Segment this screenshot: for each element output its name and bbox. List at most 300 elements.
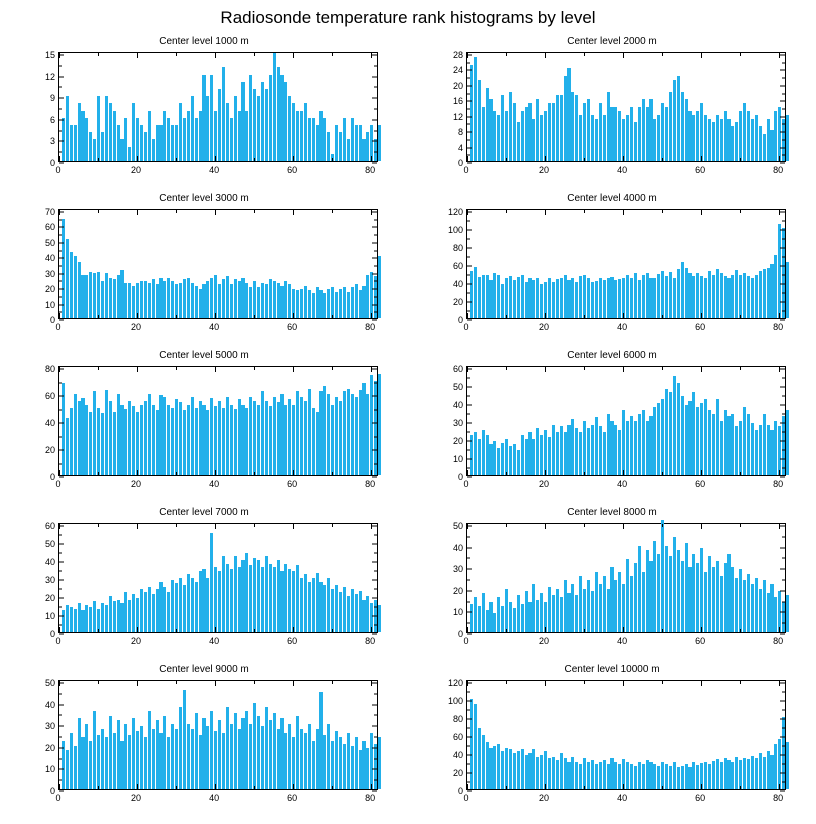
chart-subplot-title: Center level 2000 m	[567, 36, 657, 47]
x-axis-tick-mark	[137, 313, 138, 318]
y-axis-minor-tick	[374, 87, 377, 88]
y-axis-tick-label: 60	[44, 391, 55, 401]
bar	[661, 520, 664, 632]
bar	[587, 580, 590, 632]
y-axis-minor-tick	[467, 468, 470, 469]
bar	[778, 107, 781, 161]
bar	[257, 96, 260, 161]
bar	[478, 728, 481, 789]
y-axis-minor-tick	[782, 155, 785, 156]
bar	[167, 737, 170, 789]
bar	[128, 735, 131, 789]
y-axis-tick-mark	[780, 266, 785, 267]
bar	[712, 275, 715, 318]
x-axis-tick-mark	[701, 681, 702, 686]
y-axis-tick-label: 100	[447, 696, 463, 706]
x-axis-minor-tick	[176, 158, 177, 161]
y-axis-minor-tick	[782, 62, 785, 63]
bar	[579, 764, 582, 789]
bar	[478, 606, 481, 632]
x-axis-minor-tick	[584, 315, 585, 318]
plot-area	[447, 207, 786, 325]
bar	[720, 119, 723, 161]
bar	[567, 593, 570, 632]
bar	[669, 392, 672, 475]
chart-subplot-title: Center level 3000 m	[159, 193, 249, 204]
bar	[482, 275, 485, 318]
bar	[66, 239, 69, 318]
bar	[93, 273, 96, 318]
x-axis-tick-mark	[293, 53, 294, 58]
bar	[747, 759, 750, 789]
bar	[700, 103, 703, 161]
bar	[509, 276, 512, 318]
x-axis-minor-tick	[662, 524, 663, 527]
bar	[556, 589, 559, 632]
bar	[673, 537, 676, 632]
x-axis-tick-mark	[137, 470, 138, 475]
bar	[327, 578, 330, 632]
bar	[117, 125, 120, 161]
bar	[513, 280, 516, 318]
bar	[316, 412, 319, 475]
bar	[567, 68, 570, 161]
bar	[595, 417, 598, 475]
bar	[335, 125, 338, 161]
bar	[245, 408, 248, 476]
x-axis-tick-mark	[779, 681, 780, 686]
y-axis-tick-mark	[59, 726, 64, 727]
bar	[653, 541, 656, 632]
bar	[214, 567, 217, 632]
x-axis-tick-mark	[137, 367, 138, 372]
x-axis-tick-mark	[779, 210, 780, 215]
bar	[359, 390, 362, 475]
bar	[610, 758, 613, 789]
bar	[497, 115, 500, 161]
x-axis-tick-label: 40	[617, 165, 628, 175]
bar	[587, 428, 590, 475]
bar	[493, 111, 496, 161]
y-axis-tick-mark	[780, 248, 785, 249]
bar	[489, 748, 492, 789]
bar	[62, 118, 65, 161]
y-axis-tick-mark	[467, 405, 472, 406]
bar	[618, 572, 621, 632]
bar	[132, 103, 135, 161]
bar	[646, 421, 649, 475]
bar	[700, 276, 703, 318]
bar	[105, 390, 108, 475]
x-axis-minor-tick	[98, 158, 99, 161]
bar	[653, 407, 656, 475]
x-axis-tick-mark	[371, 367, 372, 372]
bar	[692, 392, 695, 475]
x-axis-tick-label: 40	[209, 322, 220, 332]
x-axis-tick-label: 20	[539, 165, 550, 175]
bar	[708, 556, 711, 632]
bar	[136, 118, 139, 161]
bar	[493, 746, 496, 789]
bar	[132, 718, 135, 789]
bar	[482, 735, 485, 789]
x-axis-tick-label: 0	[55, 793, 61, 803]
x-axis-tick-mark	[467, 681, 468, 686]
bar	[603, 280, 606, 318]
bar	[319, 290, 322, 318]
bar	[101, 413, 104, 475]
bar	[743, 580, 746, 632]
y-axis-tick-mark	[59, 119, 64, 120]
bar	[521, 435, 524, 475]
chart-panel	[408, 507, 816, 664]
y-axis-minor-tick	[374, 382, 377, 383]
x-axis-minor-tick	[662, 210, 663, 213]
x-axis-minor-tick	[584, 367, 585, 370]
bar	[517, 122, 520, 161]
bar	[634, 563, 637, 632]
y-axis-tick-label: 60	[452, 364, 463, 374]
bar-series	[59, 53, 377, 161]
bar	[156, 125, 159, 161]
x-axis-tick-mark	[293, 627, 294, 632]
bar	[351, 287, 354, 318]
bar	[767, 268, 770, 318]
bar	[536, 428, 539, 475]
x-axis-minor-tick	[740, 367, 741, 370]
bar	[724, 410, 727, 475]
bar	[183, 585, 186, 632]
y-axis-tick-label: 10	[452, 454, 463, 464]
bar	[536, 278, 539, 319]
bar-series	[59, 681, 377, 789]
y-axis-minor-tick	[782, 558, 785, 559]
bar	[261, 567, 264, 632]
bar	[587, 762, 590, 789]
y-axis-minor-tick	[782, 414, 785, 415]
y-axis-tick-mark	[372, 580, 377, 581]
bar	[261, 82, 264, 161]
bar	[747, 276, 750, 318]
bar	[755, 758, 758, 789]
x-axis-tick-label: 80	[365, 479, 376, 489]
bar	[712, 122, 715, 161]
bar	[583, 421, 586, 475]
bar	[642, 764, 645, 789]
bar	[696, 765, 699, 789]
x-axis-tick-mark	[371, 681, 372, 686]
x-axis-minor-tick	[584, 53, 585, 56]
bar	[296, 716, 299, 789]
bar	[199, 111, 202, 161]
bar	[630, 107, 633, 161]
bar	[183, 410, 186, 475]
bar	[378, 737, 381, 789]
bar	[323, 118, 326, 161]
bar	[731, 567, 734, 632]
bar	[277, 560, 280, 632]
y-axis-tick-mark	[372, 273, 377, 274]
y-axis-tick-mark	[467, 147, 472, 148]
bar	[288, 724, 291, 789]
bar	[751, 278, 754, 318]
y-axis-tick-label: 50	[44, 539, 55, 549]
x-axis-tick-mark	[545, 470, 546, 475]
bar	[525, 107, 528, 161]
bar	[774, 744, 777, 789]
bar	[786, 410, 789, 475]
y-axis-tick-mark	[780, 320, 785, 321]
y-axis-minor-tick	[374, 780, 377, 781]
bar	[210, 278, 213, 318]
bar	[199, 289, 202, 318]
x-axis-tick-label: 20	[131, 322, 142, 332]
plot-area	[44, 678, 378, 796]
bar	[692, 276, 695, 318]
y-axis-minor-tick	[782, 432, 785, 433]
bar-series	[467, 210, 785, 318]
bar	[269, 75, 272, 161]
bar	[782, 416, 785, 475]
y-axis-tick-mark	[372, 726, 377, 727]
bar	[614, 107, 617, 161]
bar	[296, 565, 299, 632]
x-axis-tick-mark	[215, 784, 216, 789]
bar	[304, 286, 307, 318]
bar	[571, 757, 574, 789]
bar	[265, 401, 268, 475]
bar	[638, 546, 641, 632]
x-axis-tick-mark	[545, 681, 546, 686]
y-axis-minor-tick	[782, 139, 785, 140]
bar	[210, 711, 213, 789]
x-axis-tick-mark	[545, 313, 546, 318]
bar	[89, 132, 92, 161]
bar	[105, 273, 108, 318]
y-axis-tick-label: 10	[452, 607, 463, 618]
bar	[704, 762, 707, 789]
bar	[359, 750, 362, 789]
bar	[93, 139, 96, 161]
chart-subplot-title: Center level 1000 m	[159, 36, 249, 47]
x-axis-minor-tick	[176, 472, 177, 475]
bar	[359, 591, 362, 632]
y-axis-tick-mark	[372, 477, 377, 478]
x-axis-minor-tick	[662, 629, 663, 632]
y-axis-minor-tick	[467, 728, 470, 729]
bar	[618, 430, 621, 475]
bar	[532, 439, 535, 475]
bar	[661, 103, 664, 161]
plot-area	[44, 207, 378, 325]
bar	[571, 584, 574, 632]
bar	[649, 416, 652, 475]
bar	[179, 103, 182, 161]
y-axis-tick-label: 60	[44, 521, 55, 531]
bar	[140, 281, 143, 318]
bar	[144, 132, 147, 161]
bar-series	[59, 367, 377, 475]
y-axis-minor-tick	[59, 296, 62, 297]
bar	[120, 270, 123, 318]
x-axis-tick-mark	[371, 524, 372, 529]
bar	[727, 278, 730, 319]
bar	[351, 394, 354, 475]
y-axis-tick-mark	[372, 242, 377, 243]
bar	[599, 584, 602, 632]
y-axis-tick-mark	[467, 70, 472, 71]
x-axis-tick-mark	[623, 784, 624, 789]
bar	[692, 115, 695, 161]
bar	[230, 405, 233, 475]
y-axis-tick-mark	[59, 580, 64, 581]
bar	[85, 118, 88, 161]
bar	[474, 432, 477, 475]
y-axis-tick-label: 20	[44, 284, 55, 295]
y-axis-minor-tick	[59, 625, 62, 626]
bar	[312, 293, 315, 318]
chart-panel	[408, 36, 816, 193]
bar	[93, 391, 96, 475]
y-axis-tick-mark	[780, 132, 785, 133]
x-axis-minor-tick	[662, 786, 663, 789]
bar	[74, 609, 77, 632]
bar	[136, 412, 139, 475]
bar	[743, 103, 746, 161]
bar	[124, 724, 127, 789]
y-axis-minor-tick	[467, 93, 470, 94]
bar	[724, 111, 727, 161]
bar	[171, 724, 174, 789]
bar	[312, 118, 315, 161]
bar	[724, 276, 727, 318]
y-axis-tick-label: 3	[49, 136, 55, 147]
x-axis-tick-mark	[215, 210, 216, 215]
x-axis-tick-label: 80	[773, 165, 784, 175]
chart-subplot-title: Center level 8000 m	[567, 507, 657, 518]
bar	[517, 751, 520, 789]
bar	[109, 103, 112, 161]
x-axis-tick-mark	[371, 784, 372, 789]
bar	[681, 766, 684, 789]
x-axis-minor-tick	[254, 315, 255, 318]
bar	[238, 729, 241, 789]
plot-area	[447, 678, 786, 796]
bar	[528, 278, 531, 318]
bar	[277, 283, 280, 318]
x-axis-tick-mark	[371, 470, 372, 475]
bar	[78, 103, 81, 161]
x-axis-minor-tick	[506, 629, 507, 632]
bar	[171, 125, 174, 161]
y-axis-minor-tick	[374, 281, 377, 282]
y-axis-minor-tick	[59, 281, 62, 282]
x-axis-tick-label: 20	[539, 479, 550, 489]
x-axis-tick-label: 80	[365, 322, 376, 332]
bar	[284, 564, 287, 632]
y-axis-minor-tick	[59, 553, 62, 554]
bar	[199, 401, 202, 475]
bar	[70, 408, 73, 476]
bar	[66, 750, 69, 789]
y-axis-tick-mark	[467, 441, 472, 442]
bar	[300, 289, 303, 318]
bar	[630, 278, 633, 319]
bar	[312, 578, 315, 632]
x-axis-tick-label: 60	[287, 793, 298, 803]
y-axis-minor-tick	[467, 623, 470, 624]
x-axis-tick-mark	[623, 313, 624, 318]
y-axis-tick-label: 70	[44, 207, 55, 217]
bar	[607, 764, 610, 789]
bar	[304, 574, 307, 632]
bar	[517, 595, 520, 632]
y-axis-tick-label: 60	[44, 222, 55, 233]
bar	[105, 96, 108, 161]
x-axis-tick-mark	[545, 367, 546, 372]
y-axis-minor-tick	[374, 130, 377, 131]
x-axis-minor-tick	[506, 158, 507, 161]
bar	[206, 410, 209, 475]
bar	[288, 284, 291, 318]
bar	[513, 103, 516, 161]
x-axis-tick-mark	[215, 470, 216, 475]
bar	[152, 405, 155, 475]
y-axis-minor-tick	[374, 571, 377, 572]
bar	[607, 414, 610, 475]
bar	[343, 287, 346, 318]
bar	[482, 430, 485, 475]
y-axis-tick-mark	[59, 258, 64, 259]
bar	[696, 111, 699, 161]
bar	[786, 742, 789, 789]
y-axis-minor-tick	[374, 463, 377, 464]
y-axis-tick-mark	[59, 791, 64, 792]
bar	[720, 762, 723, 789]
bar	[265, 556, 268, 632]
bar	[183, 279, 186, 318]
chart-subplot-title: Center level 6000 m	[567, 350, 657, 361]
bar	[74, 256, 77, 318]
chart-subplot-title: Center level 9000 m	[159, 664, 249, 675]
bar	[222, 67, 225, 161]
bar	[253, 703, 256, 789]
y-axis-tick-label: 30	[452, 564, 463, 575]
x-axis-minor-tick	[254, 367, 255, 370]
bar	[316, 573, 319, 632]
bar	[696, 563, 699, 632]
bar	[489, 99, 492, 161]
bar	[296, 290, 299, 318]
bar	[560, 753, 563, 789]
bar	[521, 604, 524, 632]
x-axis-tick-mark	[701, 313, 702, 318]
y-axis-tick-mark	[467, 701, 472, 702]
bar	[62, 383, 65, 475]
bar	[743, 758, 746, 790]
x-axis-minor-tick	[662, 315, 663, 318]
bar	[575, 95, 578, 161]
bar	[595, 572, 598, 632]
y-axis-tick-mark	[780, 163, 785, 164]
x-axis-minor-tick	[98, 315, 99, 318]
bar	[159, 582, 162, 632]
bar	[245, 711, 248, 789]
x-axis-tick-mark	[545, 156, 546, 161]
bar-series	[59, 524, 377, 632]
y-axis-tick-mark	[467, 612, 472, 613]
bar	[630, 764, 633, 789]
